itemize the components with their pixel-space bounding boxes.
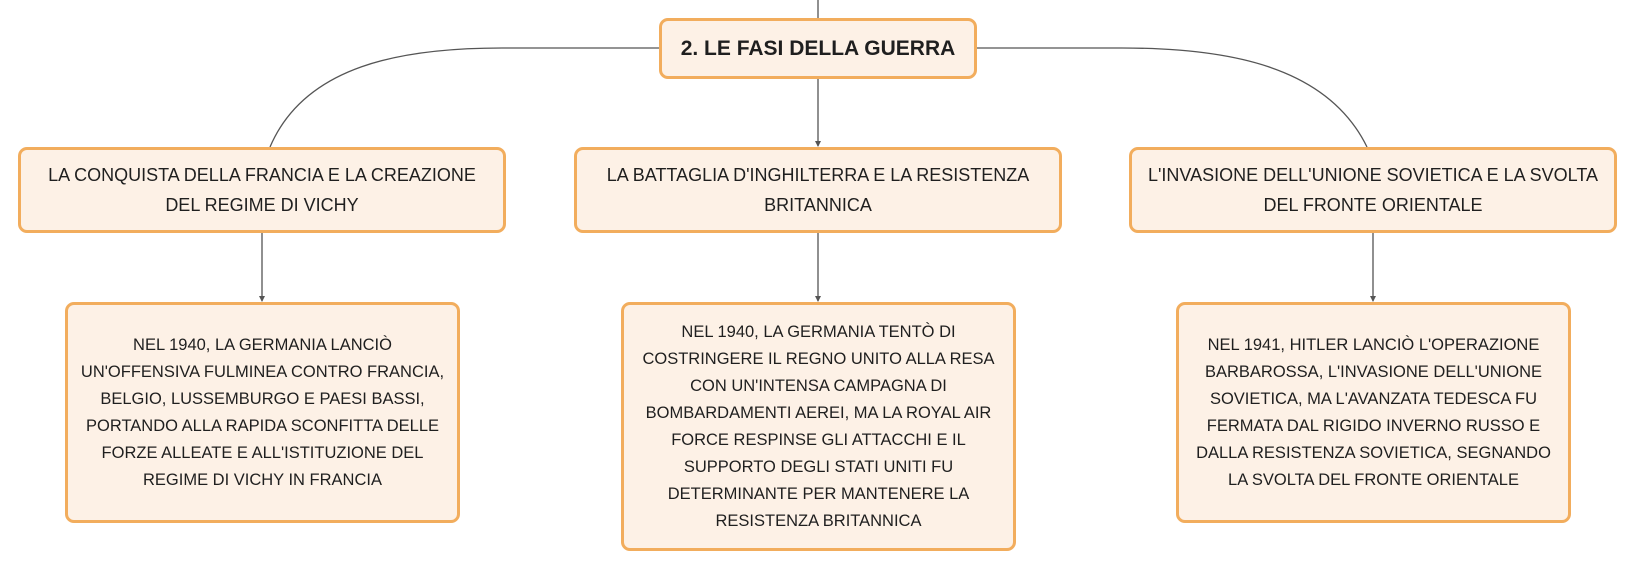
topic-label: LA CONQUISTA DELLA FRANCIA E LA CREAZIONE DEL REGIME DI VICHY <box>48 165 476 215</box>
detail-text: NEL 1940, LA GERMANIA TENTÒ DI COSTRINGERE IL REGNO UNITO ALLA RESA CON UN'INTENSA CAMPAGNA DI BOMBARDAMENTI AEREI, MA LA ROYAL AIR FORCE RESPINSE GLI ATTACCHI E IL SUPPORTO DEGLI STATI UNITI FU DETERMINANTE PER MANTENERE LA RESISTENZA BRITANNICA <box>642 322 995 530</box>
topic-node-conquista-francia[interactable] <box>18 147 506 233</box>
detail-node-battaglia-inghilterra[interactable] <box>621 302 1016 551</box>
detail-text: NEL 1940, LA GERMANIA LANCIÒ UN'OFFENSIVA FULMINEA CONTRO FRANCIA, BELGIO, LUSSEMBURGO E PAESI BASSI, PORTANDO ALLA RAPIDA SCONFITTA DELLE FORZE ALLEATE E ALL'ISTITUZIONE DEL REGIME DI VICHY IN FRANCIA <box>80 335 445 489</box>
detail-node-invasione-unione-sovietica[interactable] <box>1176 302 1571 523</box>
root-node[interactable] <box>659 18 977 79</box>
detail-text: NEL 1941, HITLER LANCIÒ L'OPERAZIONE BARBAROSSA, L'INVASIONE DELL'UNIONE SOVIETICA, MA L'AVANZATA TEDESCA FU FERMATA DAL RIGIDO INVERNO RUSSO E DALLA RESISTENZA SOVIETICA, SEGNANDO LA SVOLTA DEL FRONTE ORIENTALE <box>1196 335 1551 489</box>
topic-node-invasione-unione-sovietica[interactable] <box>1129 147 1617 233</box>
topic-node-battaglia-inghilterra[interactable] <box>574 147 1062 233</box>
topic-label: L'INVASIONE DELL'UNIONE SOVIETICA E LA SVOLTA DEL FRONTE ORIENTALE <box>1147 165 1599 215</box>
root-title: 2. LE FASI DELLA GUERRA <box>680 36 956 60</box>
connector-root-branch-3 <box>977 48 1367 147</box>
detail-node-conquista-francia[interactable] <box>65 302 460 523</box>
topic-label: LA BATTAGLIA D'INGHILTERRA E LA RESISTENZA BRITANNICA <box>606 165 1030 215</box>
connector-root-branch-1 <box>270 48 659 147</box>
